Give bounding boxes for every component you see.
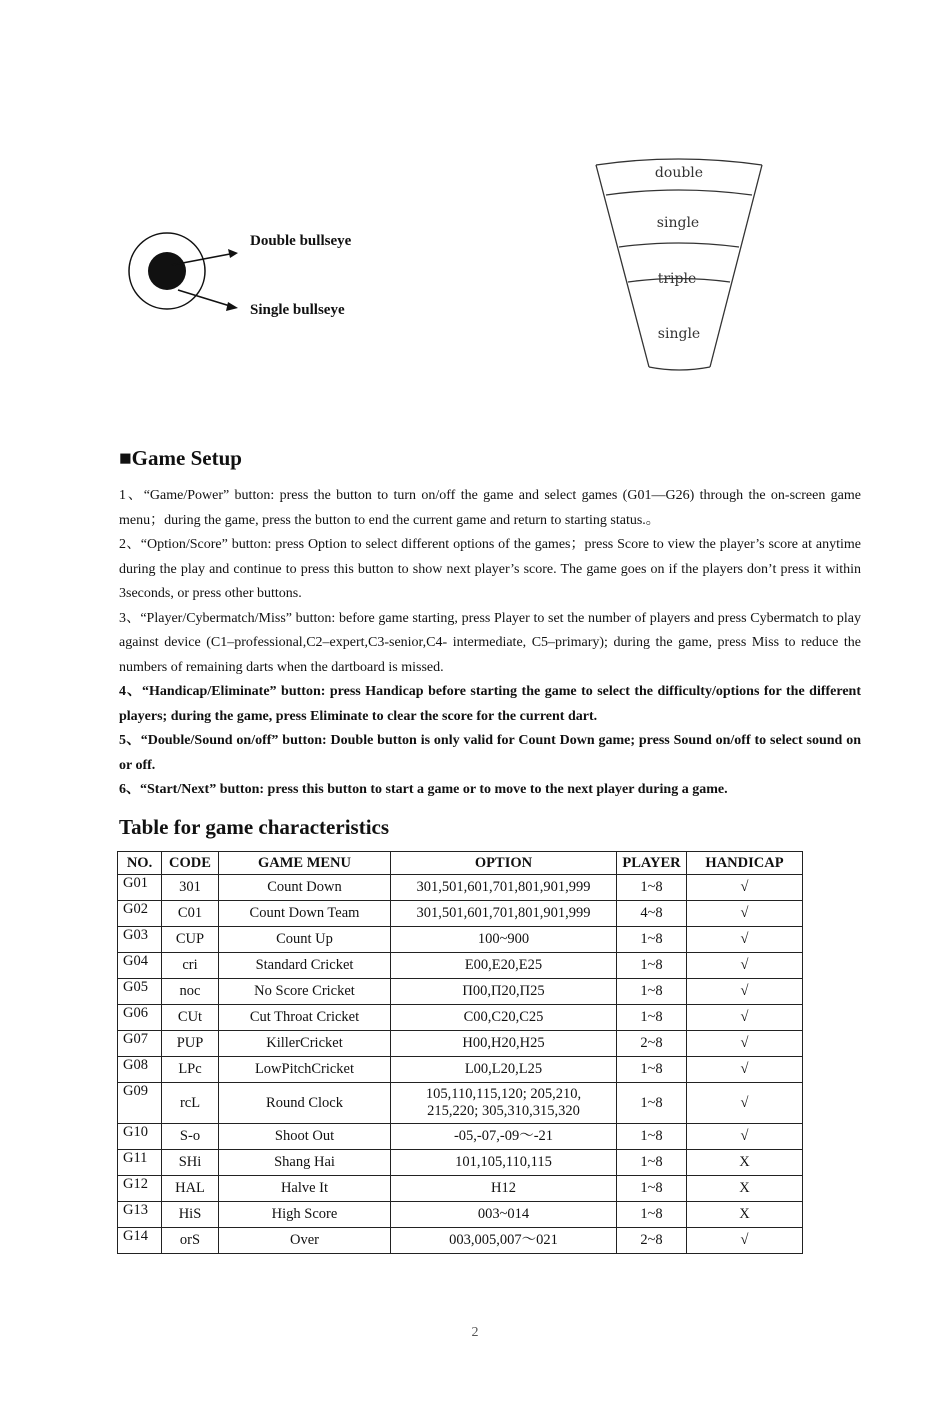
table-row — [118, 1176, 803, 1202]
column-header-game-menu: GAME MENU — [219, 852, 391, 875]
cell-player: 1~8 — [617, 1176, 687, 1202]
setup-item-3: 3、“Player/Cybermatch/Miss” button: before game starting, press Player to set the number of players and press Cybermatch to play against device (C1–professional,C2–expert,C3-senior,C4- intermediate, C5–primary); during the game, press Miss to reduce the numbers of remaining darts when the dartboard is missed. — [119, 610, 861, 675]
cell-game-menu: Shang Hai — [219, 1150, 391, 1176]
cell-no: G09 — [118, 1083, 162, 1124]
cell-option: 003,005,007～021 — [391, 1228, 617, 1254]
table-row — [118, 1057, 803, 1083]
cell-game-menu: Standard Cricket — [219, 953, 391, 979]
column-header-option: OPTION — [391, 852, 617, 875]
cell-handicap: √ — [687, 1031, 803, 1057]
cell-player: 1~8 — [617, 1083, 687, 1124]
cell-handicap: √ — [687, 1057, 803, 1083]
cell-handicap: X — [687, 1202, 803, 1228]
cell-player: 1~8 — [617, 927, 687, 953]
cell-option: C00,C20,C25 — [391, 1005, 617, 1031]
cell-no: G05 — [118, 979, 162, 1005]
cell-game-menu: LowPitchCricket — [219, 1057, 391, 1083]
cell-game-menu: KillerCricket — [219, 1031, 391, 1057]
setup-item-4: 4、“Handicap/Eliminate” button: press Handicap before starting the game to select the difficulty/options for the different players; during the game, press Eliminate to clear the score for the current dart. — [119, 684, 861, 724]
cell-code: CUP — [162, 927, 219, 953]
cell-no: G04 — [118, 953, 162, 979]
cell-no: G02 — [118, 901, 162, 927]
column-header-player: PLAYER — [617, 852, 687, 875]
cell-game-menu: Shoot Out — [219, 1124, 391, 1150]
cell-handicap: √ — [687, 979, 803, 1005]
cell-code: HAL — [162, 1176, 219, 1202]
cell-option: 100~900 — [391, 927, 617, 953]
cell-handicap: √ — [687, 1228, 803, 1254]
cell-game-menu: Count Down Team — [219, 901, 391, 927]
setup-item-2: 2、“Option/Score” button: press Option to select different options of the games；press Score to view the player’s score at anytime during the play and continue to press this button to show next player’s score. The game goes on if the players don’t press it within 3seconds, or press other buttons. — [119, 537, 861, 601]
table-row — [118, 927, 803, 953]
cell-player: 2~8 — [617, 1031, 687, 1057]
cell-code: PUP — [162, 1031, 219, 1057]
cell-option: 301,501,601,701,801,901,999 — [391, 875, 617, 901]
column-header-code: CODE — [162, 852, 219, 875]
setup-item-5: 5、“Double/Sound on/off” button: Double button is only valid for Count Down game; press Sound on/off to select sound on or off. — [119, 733, 861, 773]
cell-player: 1~8 — [617, 1150, 687, 1176]
segment-diagram — [588, 157, 768, 377]
cell-player: 1~8 — [617, 1202, 687, 1228]
single-bullseye-label: Single bullseye — [250, 302, 345, 318]
cell-no: G12 — [118, 1176, 162, 1202]
cell-no: G13 — [118, 1202, 162, 1228]
setup-item-6: 6、“Start/Next” button: press this button to start a game or to move to the next player during a game. — [119, 782, 728, 797]
table-row — [118, 1031, 803, 1057]
cell-player: 1~8 — [617, 1005, 687, 1031]
column-header-handicap: HANDICAP — [687, 852, 803, 875]
game-setup-heading: ■Game Setup — [119, 446, 242, 470]
table-row — [118, 875, 803, 901]
cell-no: G01 — [118, 875, 162, 901]
cell-code: SHi — [162, 1150, 219, 1176]
cell-option: E00,E20,E25 — [391, 953, 617, 979]
cell-option: H00,H20,H25 — [391, 1031, 617, 1057]
cell-option: П00,П20,П25 — [391, 979, 617, 1005]
cell-game-menu: Count Up — [219, 927, 391, 953]
cell-code: HiS — [162, 1202, 219, 1228]
page-number: 2 — [471, 1325, 479, 1340]
cell-code: rcL — [162, 1083, 219, 1124]
table-row — [118, 1228, 803, 1254]
cell-handicap: X — [687, 1150, 803, 1176]
cell-game-menu: Cut Throat Cricket — [219, 1005, 391, 1031]
cell-no: G06 — [118, 1005, 162, 1031]
table-row — [118, 953, 803, 979]
cell-game-menu: Halve It — [219, 1176, 391, 1202]
double-bullseye-label: Double bullseye — [250, 233, 352, 249]
cell-code: C01 — [162, 901, 219, 927]
table-body — [118, 875, 803, 1254]
cell-no: G07 — [118, 1031, 162, 1057]
cell-option: -05,-07,-09～-21 — [391, 1124, 617, 1150]
dart-segment-figure — [588, 157, 768, 377]
column-header-no: NO. — [118, 852, 162, 875]
cell-option: 003~014 — [391, 1202, 617, 1228]
table-heading: Table for game characteristics — [119, 815, 390, 839]
segment-label-single-outer: single — [656, 215, 700, 231]
cell-player: 1~8 — [617, 1124, 687, 1150]
cell-handicap: √ — [687, 875, 803, 901]
cell-player: 1~8 — [617, 979, 687, 1005]
table-row — [118, 979, 803, 1005]
cell-game-menu: Round Clock — [219, 1083, 391, 1124]
cell-option: L00,L20,L25 — [391, 1057, 617, 1083]
cell-code: noc — [162, 979, 219, 1005]
cell-player: 1~8 — [617, 953, 687, 979]
cell-no: G08 — [118, 1057, 162, 1083]
cell-game-menu: Count Down — [219, 875, 391, 901]
cell-handicap: √ — [687, 901, 803, 927]
cell-game-menu: High Score — [219, 1202, 391, 1228]
bullseye-figure — [120, 225, 380, 335]
cell-option: 105,110,115,120; 205,210, 215,220; 305,310,315,320 — [391, 1083, 617, 1124]
table-row — [118, 1083, 803, 1124]
table-row — [118, 1202, 803, 1228]
segment-label-single-inner: single — [657, 326, 701, 342]
cell-option: 301,501,601,701,801,901,999 — [391, 901, 617, 927]
game-characteristics-table — [117, 851, 803, 1254]
game-setup-list — [119, 484, 861, 803]
setup-item-1: 1、“Game/Power” button: press the button to turn on/off the game and select games (G01—G26) through the on-screen game menu；during the game, press the button to end the current game and return to starting status.。 — [119, 488, 861, 528]
cell-player: 4~8 — [617, 901, 687, 927]
segment-label-double: double — [654, 165, 704, 181]
cell-no: G10 — [118, 1124, 162, 1150]
table-row — [118, 901, 803, 927]
table-row — [118, 1150, 803, 1176]
cell-no: G03 — [118, 927, 162, 953]
table-header-row — [118, 852, 803, 875]
cell-game-menu: Over — [219, 1228, 391, 1254]
cell-player: 2~8 — [617, 1228, 687, 1254]
cell-handicap: √ — [687, 1124, 803, 1150]
cell-code: 301 — [162, 875, 219, 901]
cell-player: 1~8 — [617, 1057, 687, 1083]
cell-code: cri — [162, 953, 219, 979]
cell-game-menu: No Score Cricket — [219, 979, 391, 1005]
cell-handicap: √ — [687, 1083, 803, 1124]
cell-handicap: √ — [687, 953, 803, 979]
cell-no: G11 — [118, 1150, 162, 1176]
cell-handicap: √ — [687, 1005, 803, 1031]
table-row — [118, 1124, 803, 1150]
cell-option: 101,105,110,115 — [391, 1150, 617, 1176]
cell-code: S-o — [162, 1124, 219, 1150]
cell-no: G14 — [118, 1228, 162, 1254]
cell-code: CUt — [162, 1005, 219, 1031]
table-row — [118, 1005, 803, 1031]
cell-code: LPc — [162, 1057, 219, 1083]
cell-handicap: X — [687, 1176, 803, 1202]
cell-option: H12 — [391, 1176, 617, 1202]
cell-handicap: √ — [687, 927, 803, 953]
cell-player: 1~8 — [617, 875, 687, 901]
segment-label-triple: triple — [657, 271, 697, 287]
cell-code: orS — [162, 1228, 219, 1254]
